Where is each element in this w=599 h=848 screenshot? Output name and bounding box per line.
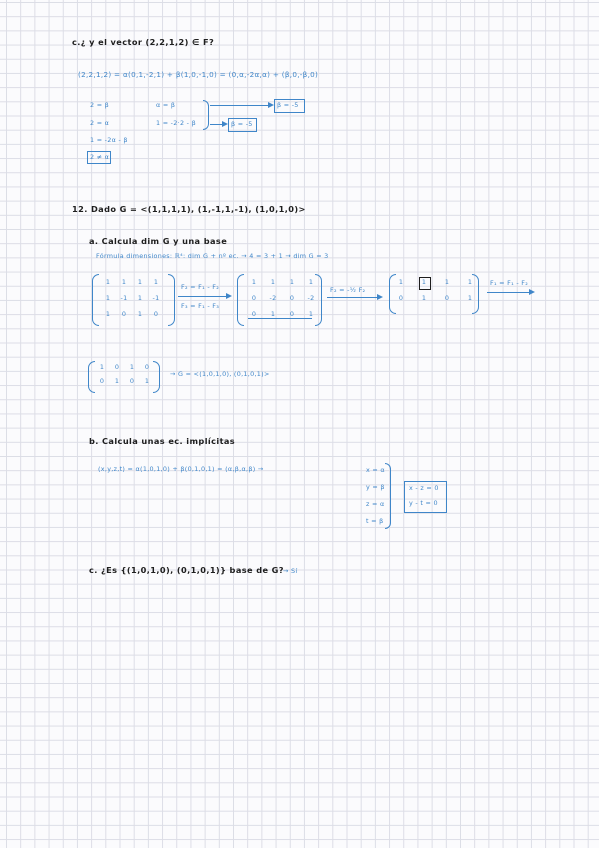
matrix1-cell-r2-c1: 1 (105, 294, 111, 302)
matrix2-cell-r2-c3: 0 (289, 294, 295, 302)
matrix2-cell-r3-c4: 1 (308, 310, 314, 318)
param-system-row-1: x = α (366, 466, 385, 474)
matrix1-cell-r2-c4: -1 (152, 294, 160, 302)
matrix1-cell-r1-c1: 1 (105, 278, 111, 286)
matrix1-cell-r3-c3: 1 (137, 310, 143, 318)
basis-result: → G = <(1,0,1,0), (0,1,0,1)> (170, 370, 270, 378)
matrix2-cell-r2-c4: -2 (307, 294, 315, 302)
param-system-row-3: z = α (366, 500, 385, 508)
matrix1-left-paren (92, 274, 99, 326)
result-beta-2-frame (228, 118, 257, 132)
op2-arrow-head (377, 294, 383, 300)
problem-12-question: 12. Dado G = <(1,1,1,1), (1,-1,1,-1), (1,0,1,0)> (72, 204, 306, 214)
matrix2-cell-r1-c3: 1 (289, 278, 295, 286)
matrix4-cell-r2-c3: 0 (129, 377, 135, 385)
matrix2-cell-r3-c1: 0 (251, 310, 257, 318)
system-right-row-2: 1 = -2·2 - β (156, 119, 196, 127)
op3-arrow-head (529, 289, 535, 295)
arrow-line-1 (210, 105, 270, 106)
matrix1-right-paren (168, 274, 175, 326)
matrix4-cell-r1-c3: 1 (129, 363, 135, 371)
system-left-row-3: 1 = -2α - β (90, 136, 128, 144)
matrix2-cell-r3-c2: 1 (270, 310, 276, 318)
matrix3-cell-r1-c2: 1 (421, 278, 427, 286)
op3-arrow-line (487, 292, 531, 293)
matrix1-cell-r2-c3: 1 (137, 294, 143, 302)
pivot-highlight-box (419, 277, 431, 290)
system-right-row-1: α = β (156, 101, 176, 109)
op1-arrow-head (226, 293, 232, 299)
matrix1-cell-r3-c1: 1 (105, 310, 111, 318)
matrix2-cell-r1-c1: 1 (251, 278, 257, 286)
part-c2-question: c. ¿Es {(1,0,1,0), (0,1,0,1)} base de G? (89, 565, 284, 575)
op3: F₁ = F₁ - F₂ (490, 279, 529, 287)
param-system-brace (385, 463, 391, 529)
matrix2-cell-r3-c3: 0 (289, 310, 295, 318)
op1-arrow-line (178, 296, 228, 297)
matrix1-cell-r3-c2: 0 (121, 310, 127, 318)
matrix4-cell-r1-c1: 1 (99, 363, 105, 371)
result-beta-1-frame (274, 99, 305, 113)
row3-strikethrough (248, 318, 312, 319)
part-b-equation: (x,y,z,t) = α(1,0,1,0) + β(0,1,0,1) = (α,β,α,β) → (98, 465, 264, 473)
matrix4-cell-r2-c2: 1 (114, 377, 120, 385)
result-alpha-frame (87, 151, 111, 164)
matrix3-cell-r1-c3: 1 (444, 278, 450, 286)
part-c-equation: (2,2,1,2) = α(0,1,-2,1) + β(1,0,-1,0) = (0,α,-2α,α) + (β,0,-β,0) (78, 70, 319, 79)
dimension-formula: Fórmula dimensiones: ℝ⁴: dim G + nº ec. → 4 = 3 + 1 → dim G = 3 (96, 252, 329, 260)
matrix2-cell-r2-c2: -2 (269, 294, 277, 302)
part-c2-answer: → Sí (283, 567, 298, 575)
implicit-eq-1: x - z = 0 (409, 484, 439, 492)
matrix1-cell-r1-c4: 1 (153, 278, 159, 286)
result-alpha-box: 2 ≠ α (90, 153, 110, 161)
system-left-row-2: 2 = α (90, 119, 110, 127)
matrix1-cell-r3-c4: 0 (153, 310, 159, 318)
matrix2-cell-r1-c4: 1 (308, 278, 314, 286)
result-beta-2: β = -5 (231, 120, 253, 128)
matrix2-cell-r2-c1: 0 (251, 294, 257, 302)
op2: F₂ = -½ F₂ (330, 286, 366, 294)
part-a-title: a. Calcula dim G y una base (89, 236, 228, 246)
implicit-eq-2: y - t = 0 (409, 499, 438, 507)
matrix3-cell-r1-c1: 1 (398, 278, 404, 286)
matrix4-cell-r1-c4: 0 (144, 363, 150, 371)
matrix3-cell-r2-c3: 0 (444, 294, 450, 302)
matrix1-cell-r2-c2: -1 (120, 294, 128, 302)
param-system-row-4: t = β (366, 517, 384, 525)
matrix3-cell-r2-c2: 1 (421, 294, 427, 302)
matrix4-cell-r2-c4: 1 (144, 377, 150, 385)
matrix4-left-paren (88, 361, 95, 393)
matrix2-cell-r1-c2: 1 (270, 278, 276, 286)
param-system-row-2: y = β (366, 483, 385, 491)
part-b-title: b. Calcula unas ec. implícitas (89, 436, 236, 446)
result-beta-1: β = -5 (277, 101, 299, 109)
matrix3-cell-r1-c4: 1 (467, 278, 473, 286)
op2-arrow-line (327, 297, 379, 298)
part-c-question: c.¿ y el vector (2,2,1,2) ∈ F? (72, 37, 215, 47)
matrix3-cell-r2-c4: 1 (467, 294, 473, 302)
matrix3-cell-r2-c1: 0 (398, 294, 404, 302)
matrix4-cell-r2-c1: 0 (99, 377, 105, 385)
op1-top: F₂ = F₁ - F₂ (181, 283, 220, 291)
matrix4-cell-r1-c2: 0 (114, 363, 120, 371)
system-brace (203, 100, 209, 130)
matrix1-cell-r1-c3: 1 (137, 278, 143, 286)
system-left-row-1: 2 = β (90, 101, 110, 109)
matrix4-right-paren (153, 361, 160, 393)
op1-bottom: F₃ = F₁ - F₃ (181, 302, 220, 310)
matrix1-cell-r1-c2: 1 (121, 278, 127, 286)
matrix2-left-paren (237, 274, 244, 326)
